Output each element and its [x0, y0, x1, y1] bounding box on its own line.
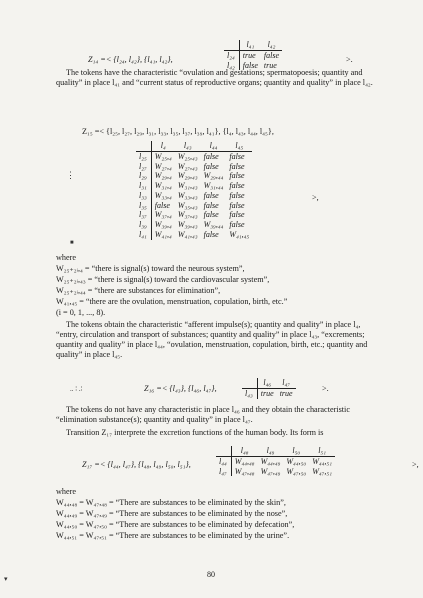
z17-lhs: Z₁₇ =< {l₄₄, l₄₇}, {l₄₈, l₄₉, l₅₀, l₅₁},: [82, 460, 191, 469]
z15-cell: W₃₇,₄₃: [177, 210, 198, 220]
z15-col: l₄₅: [226, 141, 252, 151]
z15-cell: false: [229, 210, 245, 220]
z15-row-head: l₃₁: [136, 181, 151, 191]
z15-tail: >,: [312, 193, 319, 202]
z15-cell: false: [154, 200, 170, 210]
w-line-3: W₂₅₊₂ᵢ,₄₄ = “there are substances for elimination”,: [56, 286, 221, 295]
z17-col: l₄₉: [258, 446, 284, 456]
z15-cell: false: [229, 220, 245, 229]
z15-cell: false: [203, 210, 219, 220]
z15-row-head: l₃₇: [136, 210, 151, 220]
z15-cell: false: [229, 161, 245, 171]
z15-cell: W₃₃,₄: [154, 190, 172, 200]
z17-cell: W₄₄,₅₁: [312, 456, 332, 466]
z15-cell: false: [203, 190, 219, 200]
z15-cell: W₂₅,₄₃: [177, 151, 198, 161]
z16-index-matrix: [242, 378, 296, 399]
where-label-1: where: [56, 253, 77, 262]
z17-tail: >,: [412, 460, 419, 469]
z14-row-head: l₂₄: [224, 50, 239, 60]
z15-row-head: l₂₅: [136, 151, 151, 161]
z14-cell: false: [263, 50, 280, 60]
z15-cell: W₄₁,₄₃: [177, 229, 198, 239]
z15-cell: W₃₉,₄₃: [177, 220, 198, 229]
z15-cell: W₂₇,₄₃: [177, 161, 198, 171]
z15-cell: false: [203, 151, 219, 161]
z14-col: l₄₁: [239, 40, 261, 50]
paragraph-4: Transition Z₁₇ interprete the excretion functions of the human body. Its form is: [66, 428, 324, 437]
z15-cell: W₃₇,₄: [154, 210, 172, 220]
z17-cell: W₄₇,₄₉: [260, 466, 281, 476]
z15-cell: W₄₁,₄: [154, 229, 172, 239]
z15-cell: W₂₅,₄: [154, 151, 172, 161]
z16-cell: true: [260, 388, 274, 398]
z15-row-head: l₃₃: [136, 191, 151, 201]
scan-mark: ⋮: [66, 170, 75, 180]
z14-lhs: Z₁₄ =< {l₂₄, l₄₂}, {l₄₁, l₄₂},: [88, 55, 173, 64]
scan-mark: .. ∶ .∶: [70, 385, 83, 393]
z17-cell: W₄₄,₄₉: [260, 456, 281, 466]
z17-row-head: l₄₄: [216, 456, 231, 466]
z15-cell: W₃₁,₄₃: [177, 181, 198, 190]
w-line-5: (i = 0, 1, ..., 8).: [56, 308, 106, 317]
z14-row-head: l₄₂: [224, 61, 239, 71]
page-number: 80: [207, 570, 215, 579]
w2-line-4: W₄₄,₅₁ = W₄₇,₅₁ = “There are substances to be eliminated by the urine”.: [56, 531, 290, 540]
w2-line-2: W₄₄,₄₉ = W₄₇,₄₉ = “There are substances to be eliminated by the nose”,: [56, 509, 288, 518]
z15-row-head: l₃₉: [136, 220, 151, 230]
z15-cell: false: [203, 200, 219, 210]
z17-col: l₄₈: [231, 446, 257, 456]
z15-row-head: l₄₁: [136, 230, 151, 240]
z15-col: l₄: [151, 141, 175, 151]
z15-index-matrix: [136, 141, 252, 240]
z14-cell: true: [242, 50, 256, 60]
scan-mark: ▾: [4, 575, 8, 583]
z16-col: l₄₆: [257, 378, 276, 388]
z15-col: l₄₃: [175, 141, 201, 151]
z14-index-matrix: [224, 40, 282, 70]
z17-row-head: l₄₇: [216, 467, 231, 477]
z15-cell: false: [229, 200, 245, 210]
z14-cell: true: [263, 60, 277, 70]
w2-line-3: W₄₄,₅₀ = W₄₇,₅₀ = “There are substances to be eliminated by defecation”,: [56, 520, 295, 529]
z15-cell: false: [229, 151, 245, 161]
z17-cell: W₄₇,₄₈: [234, 466, 255, 476]
z16-row-head: l₄₃: [242, 388, 257, 398]
z15-cell: W₂₉,₄₄: [203, 171, 224, 181]
z15-row-head: l₂₇: [136, 162, 151, 172]
z15-cell: W₃₁,₄₄: [203, 181, 224, 190]
z15-cell: W₂₉,₄₃: [177, 171, 198, 181]
z17-cell: W₄₄,₄₈: [234, 456, 255, 466]
paragraph-1: The tokens have the characteristic “ovulation and gestations; spermatopoesis; quantity and quality” in place l₄₁ and “current status of reproductive organs; quantity and quality” in place l₄₂.: [56, 68, 373, 87]
z17-index-matrix: [216, 446, 335, 476]
paragraph-2: The tokens obtain the characteristic “afferent impulse(s); quantity and quality” in place l₄, “entry, circulation and transport of substances; quantity and quality” in place l₄₃, “excrements; quantity and quality” in place l₄₄, “ovulation, menstruation, copulation, birth, etc.; quantity and quality” in place l₄₅.: [56, 320, 368, 359]
z15-cell: W₃₅,₄₃: [177, 200, 198, 210]
w-line-2: W₂₅₊₂ᵢ,₄₃ = “there is signal(s) toward the cardiovascular system”,: [56, 275, 270, 284]
where-label-2: where: [56, 487, 77, 496]
z16-cell: true: [279, 388, 293, 398]
w-line-1: W₂₅₊₂ᵢ,₄ = “there is signal(s) toward the neurous system”,: [56, 264, 245, 273]
z17-cell: W₄₇,₅₀: [286, 466, 307, 476]
z15-row-head: l₃₅: [136, 201, 151, 211]
z17-cell: W₄₇,₅₁: [312, 466, 332, 476]
z16-col: l₄₇: [277, 378, 296, 388]
z16-lhs: Z₁₆ =< {l₄₃}, {l₄₆, l₄₇},: [144, 384, 217, 393]
z15-cell: W₂₉,₄: [154, 171, 172, 181]
scan-mark: ■: [70, 240, 74, 246]
z14-tail: >.: [346, 55, 353, 64]
z16-tail: >.: [322, 384, 329, 393]
z14-col: l₄₂: [261, 40, 282, 50]
w-line-4: W₄₁,₄₅ = “there are the ovulation, menstruation, copulation, birth, etc.”: [56, 297, 288, 306]
z15-cell: W₃₉,₄: [154, 220, 172, 229]
z15-cell: W₃₃,₄₃: [177, 190, 198, 200]
z15-cell: false: [229, 190, 245, 200]
z15-cell: W₃₁,₄: [154, 181, 172, 190]
z17-col: l₅₀: [283, 446, 309, 456]
z15-lhs: Z₁₅ =< {l₂₅, l₂₇, l₂₉, l₃₁, l₃₃, l₃₅, l₃₇, l₃₉, l₄₁}, {l₄, l₄₃, l₄₄, l₄₅},: [82, 127, 274, 136]
z15-row-head: l₂₉: [136, 171, 151, 181]
z17-cell: W₄₄,₅₀: [286, 456, 307, 466]
z15-col: l₄₄: [201, 141, 227, 151]
z15-cell: W₄₁,₄₅: [229, 229, 250, 239]
z15-cell: false: [229, 181, 245, 190]
z15-cell: false: [203, 229, 219, 239]
z15-cell: false: [203, 161, 219, 171]
z15-cell: W₃₉,₄₄: [203, 220, 224, 229]
w2-line-1: W₄₄,₄₈ = W₄₇,₄₈ = “There are substances to be eliminated by the skin”,: [56, 498, 286, 507]
paragraph-3: The tokens do not have any characteristic in place l₄₆ and they obtain the characteristic “elimination substance(s); quantity and quality” in place l₄₇.: [56, 405, 350, 424]
z17-col: l₅₁: [309, 446, 335, 456]
z15-cell: W₂₇,₄: [154, 161, 172, 171]
z14-cell: false: [242, 60, 258, 70]
z15-cell: false: [229, 171, 245, 181]
